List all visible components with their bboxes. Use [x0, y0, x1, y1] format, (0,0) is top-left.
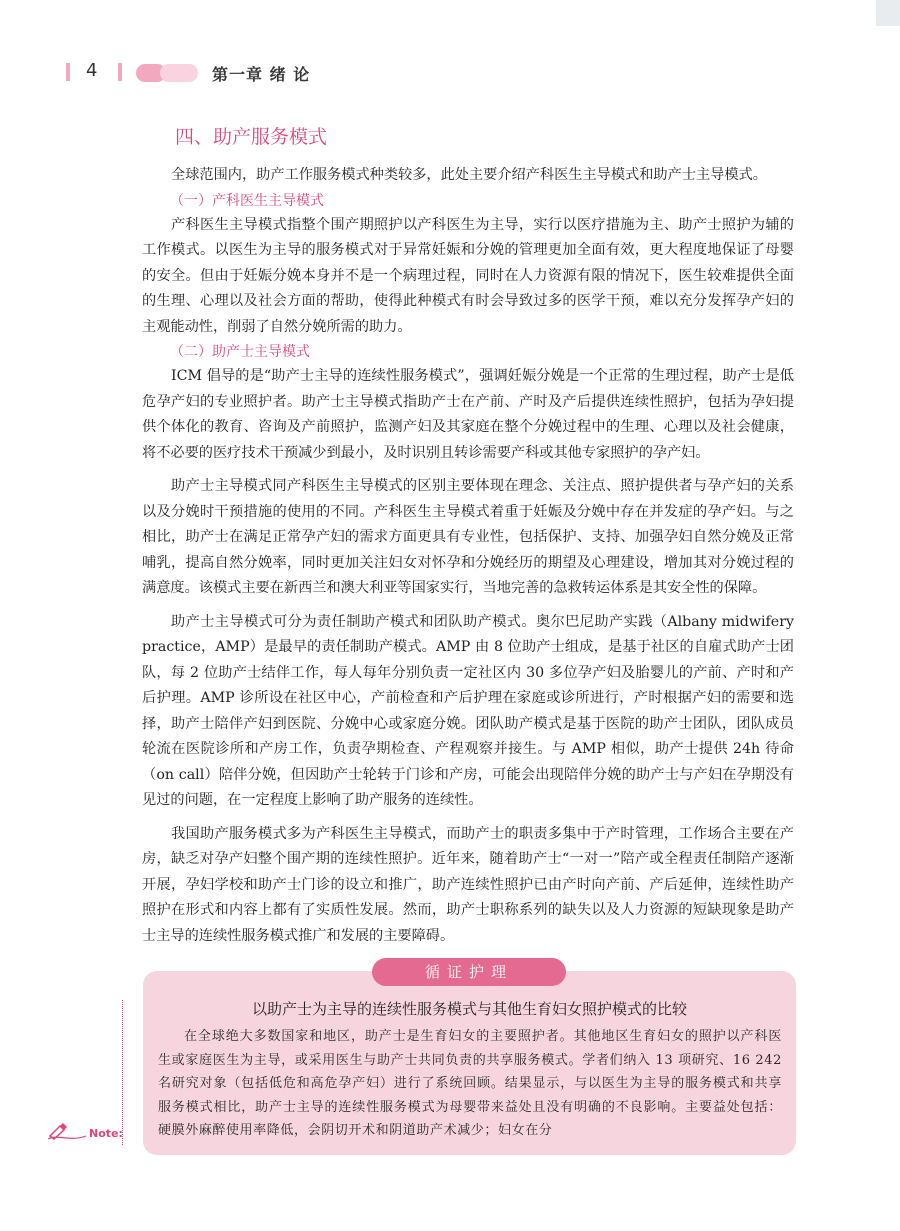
corner-mark	[876, 0, 900, 26]
subsection-title-1: （一）产科医生主导模式	[170, 192, 324, 209]
section-intro: 全球范围内，助产工作服务模式种类较多，此处主要介绍产科医生主导模式和助产士主导模式。	[171, 167, 767, 183]
pen-icon	[46, 1118, 88, 1140]
evidence-box-title: 以助产士为主导的连续性服务模式与其他生育妇女照护模式的比较	[251, 1000, 687, 1018]
paragraph: 产科医生主导模式指整个围产期照护以产科医生为主导，实行以医疗措施为主、助产士照护为辅的工作模式。以医生为主导的服务模式对于异常妊娠和分娩的管理更加全面有效，更大程度地保证了母婴的安全。但由于妊娠分娩本身并不是一个病理过程，同时在人力资源有限的情况下，医生较难提供全面的生理、心理以及社会方面的帮助，使得此种模式有时会导致过多的医学干预，难以充分发挥孕产妇的主观能动性，削弱了自然分娩所需的助力。	[142, 216, 794, 335]
paragraph: ICM 倡导的是“助产士主导的连续性服务模式”，强调妊娠分娩是一个正常的生理过程，助产士是低危孕产妇的专业照护者。助产士主导模式指助产士在产前、产时及产后提供连续性照护，包括为孕妇提供个体化的教育、咨询及产前照护，监测产妇及其家庭在整个分娩过程中的生理、心理以及社会健康，将不必要的医疗技术干预减少到最小，及时识别且转诊需要产科或其他专家照护的孕产妇。	[142, 368, 794, 461]
page-header	[0, 60, 900, 86]
paragraph: 我国助产服务模式多为产科医生主导模式，而助产士的职责多集中于产时管理，工作场合主要在产房，缺乏对孕产妇整个围产期的连续性照护。近年来，随着助产士“一对一”陪产或全程责任制陪产逐渐开展，孕妇学校和助产士门诊的设立和推广，助产连续性照护已由产时向产前、产后延伸，连续性助产照护在形式和内容上都有了实质性发展。然而，助产士职称系列的缺失以及人力资源的短缺现象是助产士主导的连续性服务模式推广和发展的主要障碍。	[142, 825, 794, 944]
page-number: 4	[86, 60, 98, 81]
chapter-title: 第一章 绪 论	[212, 65, 311, 84]
main-content	[142, 122, 794, 949]
note-label: Note:	[89, 1127, 123, 1140]
paragraph: 助产士主导模式同产科医生主导模式的区别主要体现在理念、关注点、照护提供者与孕产妇的关系以及分娩时干预措施的使用的不同。产科医生主导模式着重于妊娠及分娩中存在并发症的孕产妇。与之相比，助产士在满足正常孕产妇的需求方面更具有专业性，包括保护、支持、加强孕妇自然分娩及正常哺乳，提高自然分娩率，同时更加关注妇女对怀孕和分娩经历的期望及心理建设，增加其对分娩过程的满意度。该模式主要在新西兰和澳大利亚等国家实行，当地完善的急救转运体系是其安全性的保障。	[142, 478, 794, 596]
section-title: 四、助产服务模式	[175, 126, 328, 148]
header-bar-left	[66, 63, 70, 81]
evidence-box-body: 在全球绝大多数国家和地区，助产士是生育妇女的主要照护者。其他地区生育妇女的照护以产科医生或家庭医生为主导，或采用医生与助产士共同负责的共享服务模式。学者们纳入 13 项研究、16 242 名研究对象（包括低危和高危孕产妇）进行了系统回顾。结果显示，与以医生为主导的服务模式和共享服务模式相比，助产士主导的连续性服务模式为母婴带来益处且没有明确的不良影响。主要益处包括：硬膜外麻醉使用率降低，会阴切开术和阴道助产术减少；妇女在分	[158, 1029, 782, 1138]
evidence-tab: 循证护理	[372, 958, 566, 986]
note-margin-line	[122, 1000, 123, 1145]
header-pill-light	[160, 64, 198, 82]
header-bar-mid	[118, 63, 122, 81]
paragraph: 助产士主导模式可分为责任制助产模式和团队助产模式。奥尔巴尼助产实践（Albany midwifery practice，AMP）是最早的责任制助产模式。AMP 由 8 位助产士组成，是基于社区的自雇式助产士团队，每 2 位助产士结伴工作，每人每年分别负责一定社区内 30 多位孕产妇及胎婴儿的产前、产时和产后护理。AMP 诊所设在社区中心，产前检查和产后护理在家庭或诊所进行，产时根据产妇的需要和选择，助产士陪伴产妇到医院、分娩中心或家庭分娩。团队助产模式是基于医院的助产士团队，团队成员轮流在医院诊所和产房工作，负责孕期检查、产程观察并接生。与 AMP 相似，助产士提供 24h 待命（on call）陪伴分娩，但因助产士轮转于门诊和产房，可能会出现陪伴分娩的助产士与产妇在孕期没有见过的问题，在一定程度上影响了助产服务的连续性。	[142, 613, 794, 808]
subsection-title-2: （二）助产士主导模式	[170, 344, 310, 360]
